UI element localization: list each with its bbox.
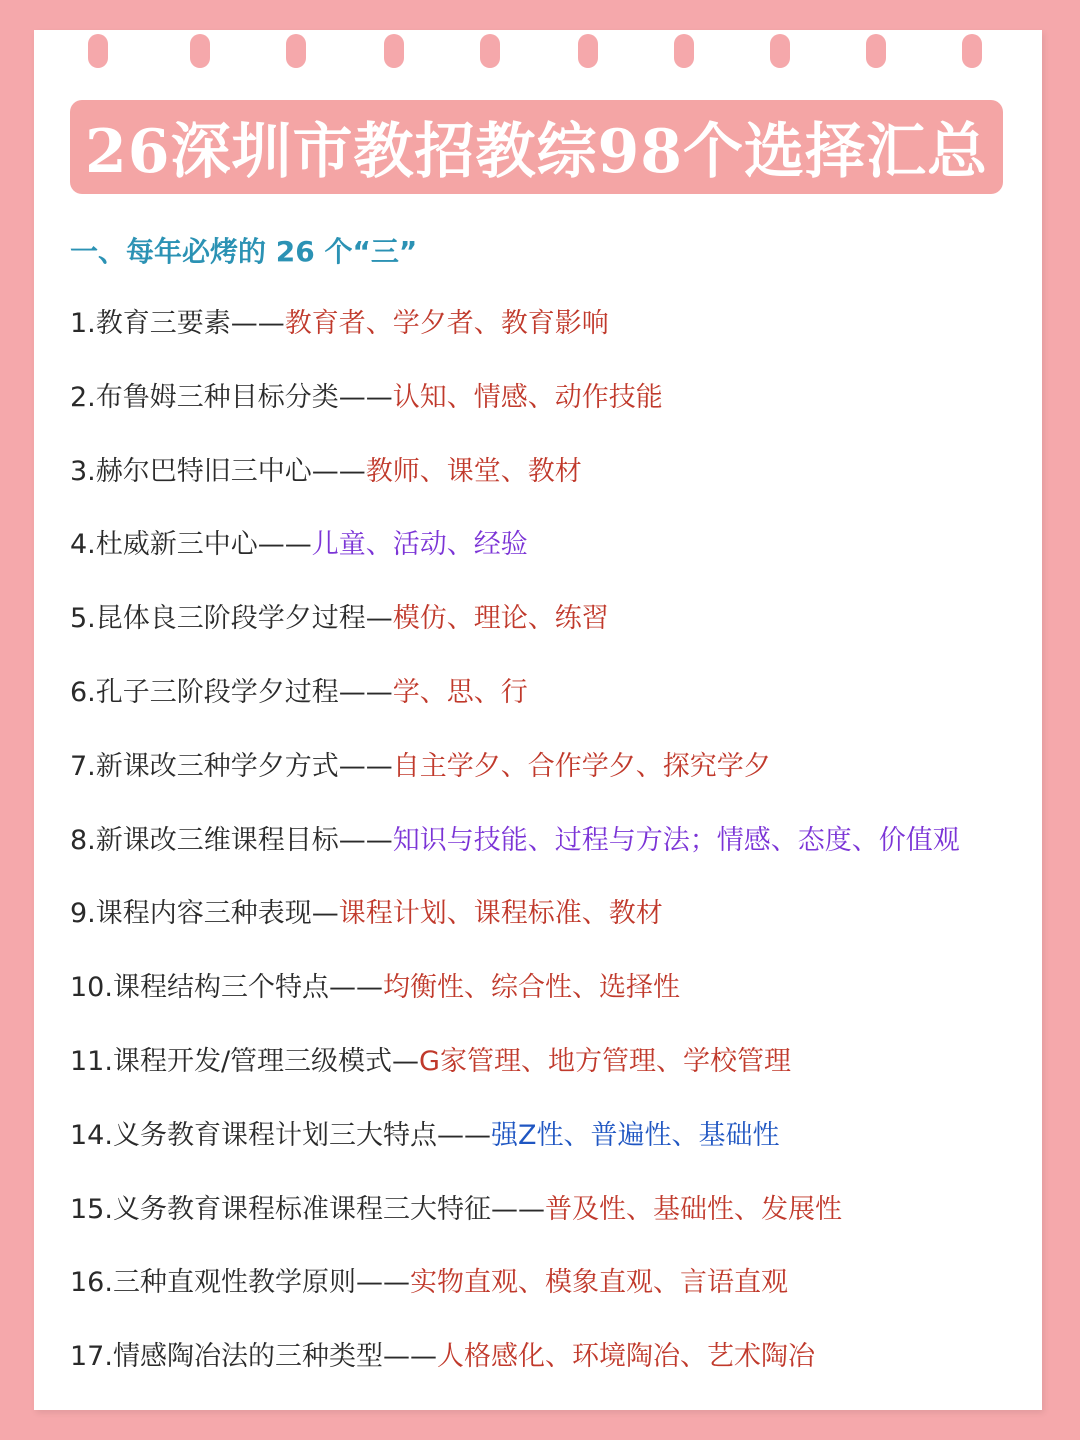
item-term: 14.义务教育课程计划三大特点—— xyxy=(70,1119,491,1151)
binder-ring xyxy=(866,34,886,68)
section-heading: 一、每年必烤的 26 个“三” xyxy=(70,235,418,268)
binder-ring xyxy=(88,34,108,68)
list-item xyxy=(70,669,1060,743)
binder-ring xyxy=(770,34,790,68)
item-term: 16.三种直观性教学原则—— xyxy=(70,1267,410,1299)
item-answer: G家管理、地方管理、学校管理 xyxy=(419,1045,791,1077)
item-term: 2.布鲁姆三种目标分类—— xyxy=(70,381,393,413)
item-term: 8.新课改三维课程目标—— xyxy=(70,824,393,856)
item-term: 6.孔子三阶段学夕过程—— xyxy=(70,676,393,708)
item-answer: 人格感化、环境陶冶、艺术陶冶 xyxy=(436,1341,815,1373)
item-term: 7.新课改三种学夕方式—— xyxy=(70,750,393,782)
item-list xyxy=(70,300,1060,1407)
binder-ring xyxy=(674,34,694,68)
binder-ring xyxy=(578,34,598,68)
item-term: 5.昆体良三阶段学夕过程— xyxy=(70,603,393,635)
item-answer: 儿童、活动、经验 xyxy=(311,529,528,561)
item-term: 4.杜威新三中心—— xyxy=(70,529,312,561)
list-item xyxy=(70,890,1060,964)
item-answer: 均衡性、综合性、选择性 xyxy=(382,972,680,1004)
list-item xyxy=(70,521,1060,595)
list-item xyxy=(70,374,1060,448)
item-answer: 模仿、理论、练習 xyxy=(392,603,609,635)
binder-ring xyxy=(286,34,306,68)
item-answer: 实物直观、模象直观、言语直观 xyxy=(409,1267,788,1299)
title-banner xyxy=(70,100,1003,194)
item-answer: 自主学夕、合作学夕、探究学夕 xyxy=(392,750,771,782)
list-item xyxy=(70,595,1060,669)
item-term: 11.课程开发/管理三级模式— xyxy=(70,1045,420,1077)
list-item xyxy=(70,817,1060,891)
list-item xyxy=(70,964,1060,1038)
list-item xyxy=(70,1112,1060,1186)
item-answer: 普及性、基础性、发展性 xyxy=(544,1193,842,1225)
item-answer: 教师、课堂、教材 xyxy=(365,455,582,487)
item-term: 9.课程内容三种表现— xyxy=(70,898,339,930)
binder-ring xyxy=(190,34,210,68)
item-answer: 学、思、行 xyxy=(392,676,528,708)
item-answer: 认知、情感、动作技能 xyxy=(392,381,663,413)
binder-ring xyxy=(480,34,500,68)
item-term: 17.情感陶冶法的三种类型—— xyxy=(70,1341,437,1373)
item-answer: 知识与技能、过程与方法；情感、态度、价值观 xyxy=(392,824,960,856)
list-item xyxy=(70,1333,1060,1407)
list-item xyxy=(70,743,1060,817)
binder-ring xyxy=(384,34,404,68)
item-term: 3.赫尔巴特旧三中心—— xyxy=(70,455,366,487)
list-item xyxy=(70,300,1060,374)
item-term: 10.课程结构三个特点—— xyxy=(70,972,383,1004)
item-answer: 强Z性、普遍性、基础性 xyxy=(490,1119,780,1151)
item-answer: 教育者、学夕者、教育影响 xyxy=(284,308,609,339)
binder-ring xyxy=(962,34,982,68)
page-title: 26深圳市教招教综98个选择汇总 xyxy=(85,117,988,187)
item-answer: 课程计划、课程标准、教材 xyxy=(338,898,663,930)
list-item xyxy=(70,1259,1060,1333)
item-term: 1.教育三要素—— xyxy=(70,308,285,339)
item-term: 15.义务教育课程标准课程三大特征—— xyxy=(70,1193,545,1225)
list-item xyxy=(70,1038,1060,1112)
list-item xyxy=(70,448,1060,522)
list-item xyxy=(70,1186,1060,1260)
